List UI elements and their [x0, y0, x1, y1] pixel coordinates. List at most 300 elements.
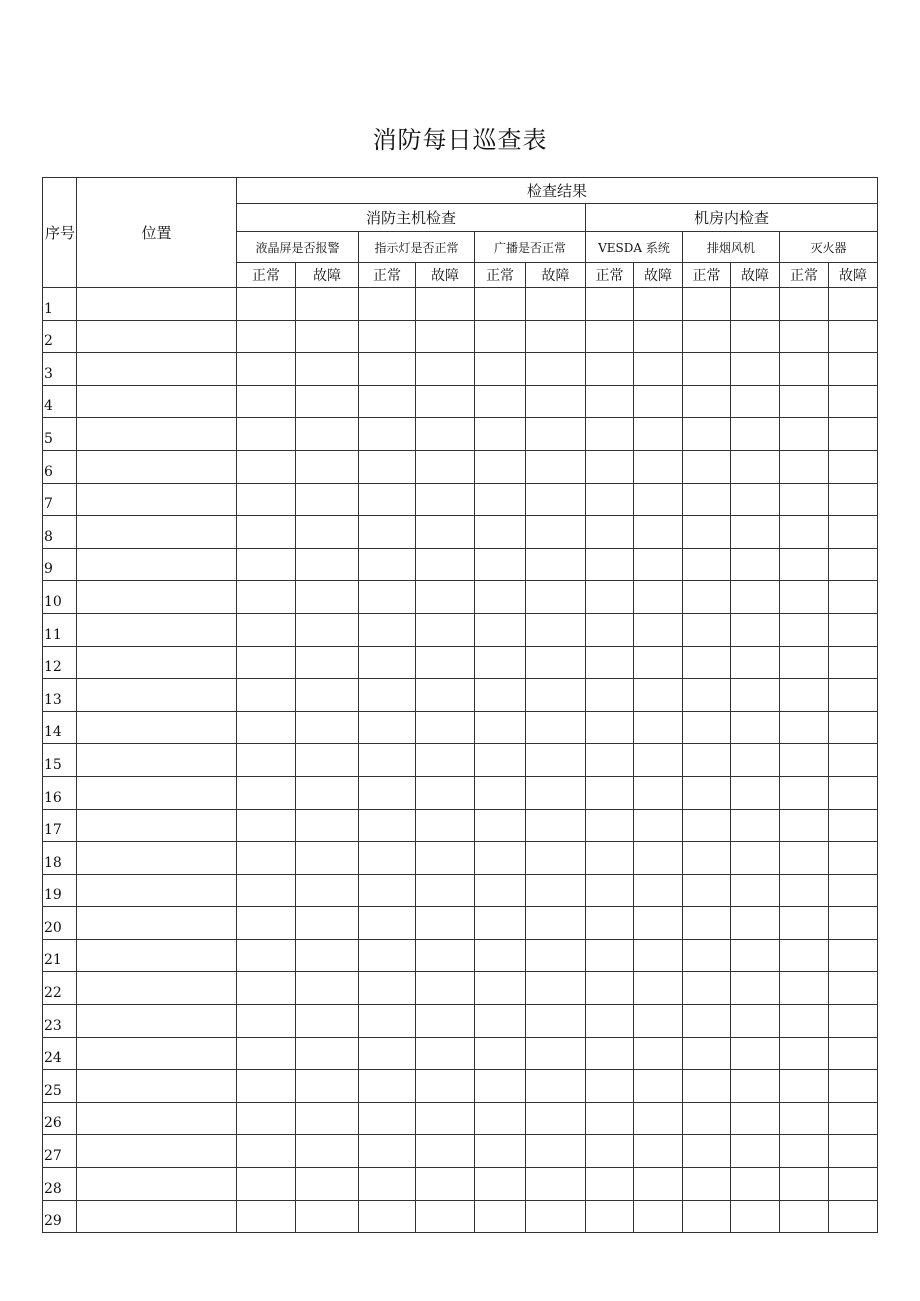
- fault-cell[interactable]: [526, 1037, 586, 1070]
- normal-cell[interactable]: [780, 1168, 829, 1201]
- fault-cell[interactable]: [731, 1135, 780, 1168]
- fault-cell[interactable]: [634, 939, 683, 972]
- normal-cell[interactable]: [780, 907, 829, 940]
- normal-cell[interactable]: [683, 711, 731, 744]
- fault-cell[interactable]: [634, 516, 683, 549]
- fault-cell[interactable]: [526, 776, 586, 809]
- fault-cell[interactable]: [634, 581, 683, 614]
- fault-cell[interactable]: [829, 1168, 878, 1201]
- position-cell[interactable]: [77, 744, 237, 777]
- fault-cell[interactable]: [731, 288, 780, 321]
- normal-cell[interactable]: [237, 776, 296, 809]
- fault-cell[interactable]: [634, 1102, 683, 1135]
- normal-cell[interactable]: [683, 972, 731, 1005]
- normal-cell[interactable]: [586, 646, 634, 679]
- normal-cell[interactable]: [237, 353, 296, 386]
- fault-cell[interactable]: [829, 776, 878, 809]
- normal-cell[interactable]: [683, 1102, 731, 1135]
- normal-cell[interactable]: [475, 1200, 526, 1233]
- normal-cell[interactable]: [780, 548, 829, 581]
- position-cell[interactable]: [77, 581, 237, 614]
- normal-cell[interactable]: [359, 679, 416, 712]
- normal-cell[interactable]: [237, 548, 296, 581]
- normal-cell[interactable]: [475, 711, 526, 744]
- fault-cell[interactable]: [296, 450, 359, 483]
- fault-cell[interactable]: [829, 288, 878, 321]
- fault-cell[interactable]: [296, 744, 359, 777]
- fault-cell[interactable]: [731, 1102, 780, 1135]
- normal-cell[interactable]: [780, 711, 829, 744]
- normal-cell[interactable]: [780, 679, 829, 712]
- fault-cell[interactable]: [296, 842, 359, 875]
- fault-cell[interactable]: [526, 450, 586, 483]
- normal-cell[interactable]: [586, 842, 634, 875]
- normal-cell[interactable]: [780, 385, 829, 418]
- normal-cell[interactable]: [359, 1102, 416, 1135]
- fault-cell[interactable]: [296, 874, 359, 907]
- fault-cell[interactable]: [416, 1005, 475, 1038]
- fault-cell[interactable]: [829, 679, 878, 712]
- position-cell[interactable]: [77, 483, 237, 516]
- normal-cell[interactable]: [237, 972, 296, 1005]
- fault-cell[interactable]: [296, 353, 359, 386]
- fault-cell[interactable]: [731, 548, 780, 581]
- fault-cell[interactable]: [829, 1037, 878, 1070]
- position-cell[interactable]: [77, 288, 237, 321]
- normal-cell[interactable]: [359, 581, 416, 614]
- normal-cell[interactable]: [359, 418, 416, 451]
- normal-cell[interactable]: [780, 1135, 829, 1168]
- normal-cell[interactable]: [683, 646, 731, 679]
- fault-cell[interactable]: [296, 418, 359, 451]
- fault-cell[interactable]: [829, 874, 878, 907]
- fault-cell[interactable]: [416, 1070, 475, 1103]
- normal-cell[interactable]: [780, 516, 829, 549]
- normal-cell[interactable]: [475, 1102, 526, 1135]
- normal-cell[interactable]: [586, 874, 634, 907]
- normal-cell[interactable]: [237, 418, 296, 451]
- normal-cell[interactable]: [237, 320, 296, 353]
- normal-cell[interactable]: [683, 548, 731, 581]
- fault-cell[interactable]: [731, 711, 780, 744]
- fault-cell[interactable]: [296, 320, 359, 353]
- normal-cell[interactable]: [237, 744, 296, 777]
- normal-cell[interactable]: [780, 842, 829, 875]
- position-cell[interactable]: [77, 1005, 237, 1038]
- normal-cell[interactable]: [586, 320, 634, 353]
- fault-cell[interactable]: [416, 809, 475, 842]
- normal-cell[interactable]: [359, 842, 416, 875]
- fault-cell[interactable]: [296, 385, 359, 418]
- normal-cell[interactable]: [683, 483, 731, 516]
- normal-cell[interactable]: [683, 320, 731, 353]
- normal-cell[interactable]: [683, 907, 731, 940]
- normal-cell[interactable]: [683, 516, 731, 549]
- fault-cell[interactable]: [416, 1102, 475, 1135]
- fault-cell[interactable]: [634, 450, 683, 483]
- fault-cell[interactable]: [416, 972, 475, 1005]
- normal-cell[interactable]: [475, 842, 526, 875]
- fault-cell[interactable]: [526, 679, 586, 712]
- fault-cell[interactable]: [296, 1135, 359, 1168]
- fault-cell[interactable]: [731, 1005, 780, 1038]
- fault-cell[interactable]: [296, 288, 359, 321]
- normal-cell[interactable]: [586, 483, 634, 516]
- fault-cell[interactable]: [526, 907, 586, 940]
- normal-cell[interactable]: [237, 450, 296, 483]
- fault-cell[interactable]: [829, 516, 878, 549]
- fault-cell[interactable]: [829, 353, 878, 386]
- fault-cell[interactable]: [731, 874, 780, 907]
- fault-cell[interactable]: [416, 450, 475, 483]
- normal-cell[interactable]: [359, 907, 416, 940]
- fault-cell[interactable]: [634, 1168, 683, 1201]
- position-cell[interactable]: [77, 385, 237, 418]
- normal-cell[interactable]: [475, 548, 526, 581]
- normal-cell[interactable]: [683, 418, 731, 451]
- normal-cell[interactable]: [586, 711, 634, 744]
- fault-cell[interactable]: [416, 548, 475, 581]
- fault-cell[interactable]: [731, 646, 780, 679]
- fault-cell[interactable]: [829, 939, 878, 972]
- fault-cell[interactable]: [526, 1102, 586, 1135]
- fault-cell[interactable]: [526, 1168, 586, 1201]
- fault-cell[interactable]: [829, 744, 878, 777]
- normal-cell[interactable]: [683, 939, 731, 972]
- fault-cell[interactable]: [416, 744, 475, 777]
- normal-cell[interactable]: [237, 581, 296, 614]
- position-cell[interactable]: [77, 907, 237, 940]
- fault-cell[interactable]: [296, 1168, 359, 1201]
- position-cell[interactable]: [77, 1102, 237, 1135]
- normal-cell[interactable]: [359, 1135, 416, 1168]
- normal-cell[interactable]: [359, 320, 416, 353]
- normal-cell[interactable]: [359, 450, 416, 483]
- normal-cell[interactable]: [586, 679, 634, 712]
- normal-cell[interactable]: [780, 972, 829, 1005]
- normal-cell[interactable]: [586, 548, 634, 581]
- fault-cell[interactable]: [526, 646, 586, 679]
- normal-cell[interactable]: [780, 1005, 829, 1038]
- normal-cell[interactable]: [780, 1037, 829, 1070]
- normal-cell[interactable]: [359, 613, 416, 646]
- normal-cell[interactable]: [683, 809, 731, 842]
- fault-cell[interactable]: [526, 516, 586, 549]
- normal-cell[interactable]: [237, 516, 296, 549]
- fault-cell[interactable]: [731, 418, 780, 451]
- fault-cell[interactable]: [296, 907, 359, 940]
- normal-cell[interactable]: [475, 320, 526, 353]
- fault-cell[interactable]: [829, 1070, 878, 1103]
- normal-cell[interactable]: [475, 744, 526, 777]
- fault-cell[interactable]: [829, 1135, 878, 1168]
- fault-cell[interactable]: [731, 1200, 780, 1233]
- fault-cell[interactable]: [526, 1200, 586, 1233]
- normal-cell[interactable]: [475, 646, 526, 679]
- normal-cell[interactable]: [780, 353, 829, 386]
- fault-cell[interactable]: [731, 1037, 780, 1070]
- normal-cell[interactable]: [586, 1102, 634, 1135]
- position-cell[interactable]: [77, 1135, 237, 1168]
- normal-cell[interactable]: [780, 939, 829, 972]
- normal-cell[interactable]: [586, 1037, 634, 1070]
- fault-cell[interactable]: [829, 385, 878, 418]
- fault-cell[interactable]: [526, 483, 586, 516]
- fault-cell[interactable]: [296, 516, 359, 549]
- normal-cell[interactable]: [359, 939, 416, 972]
- fault-cell[interactable]: [731, 353, 780, 386]
- normal-cell[interactable]: [683, 288, 731, 321]
- fault-cell[interactable]: [416, 353, 475, 386]
- position-cell[interactable]: [77, 516, 237, 549]
- normal-cell[interactable]: [237, 1005, 296, 1038]
- fault-cell[interactable]: [526, 320, 586, 353]
- fault-cell[interactable]: [416, 1200, 475, 1233]
- normal-cell[interactable]: [586, 1005, 634, 1038]
- fault-cell[interactable]: [731, 1070, 780, 1103]
- normal-cell[interactable]: [237, 385, 296, 418]
- fault-cell[interactable]: [416, 320, 475, 353]
- fault-cell[interactable]: [731, 907, 780, 940]
- fault-cell[interactable]: [634, 613, 683, 646]
- fault-cell[interactable]: [634, 809, 683, 842]
- position-cell[interactable]: [77, 776, 237, 809]
- normal-cell[interactable]: [475, 939, 526, 972]
- fault-cell[interactable]: [829, 320, 878, 353]
- normal-cell[interactable]: [586, 613, 634, 646]
- normal-cell[interactable]: [237, 809, 296, 842]
- normal-cell[interactable]: [359, 483, 416, 516]
- normal-cell[interactable]: [237, 842, 296, 875]
- normal-cell[interactable]: [475, 516, 526, 549]
- normal-cell[interactable]: [237, 1135, 296, 1168]
- fault-cell[interactable]: [416, 776, 475, 809]
- fault-cell[interactable]: [416, 711, 475, 744]
- fault-cell[interactable]: [296, 809, 359, 842]
- normal-cell[interactable]: [683, 744, 731, 777]
- fault-cell[interactable]: [634, 353, 683, 386]
- normal-cell[interactable]: [586, 581, 634, 614]
- normal-cell[interactable]: [683, 874, 731, 907]
- normal-cell[interactable]: [586, 385, 634, 418]
- fault-cell[interactable]: [731, 613, 780, 646]
- fault-cell[interactable]: [416, 385, 475, 418]
- position-cell[interactable]: [77, 679, 237, 712]
- fault-cell[interactable]: [296, 548, 359, 581]
- normal-cell[interactable]: [475, 1005, 526, 1038]
- fault-cell[interactable]: [731, 809, 780, 842]
- fault-cell[interactable]: [416, 516, 475, 549]
- fault-cell[interactable]: [526, 874, 586, 907]
- normal-cell[interactable]: [359, 646, 416, 679]
- normal-cell[interactable]: [475, 581, 526, 614]
- fault-cell[interactable]: [526, 353, 586, 386]
- fault-cell[interactable]: [634, 842, 683, 875]
- normal-cell[interactable]: [475, 809, 526, 842]
- normal-cell[interactable]: [586, 418, 634, 451]
- fault-cell[interactable]: [731, 939, 780, 972]
- normal-cell[interactable]: [237, 1102, 296, 1135]
- position-cell[interactable]: [77, 1168, 237, 1201]
- fault-cell[interactable]: [829, 711, 878, 744]
- normal-cell[interactable]: [683, 1200, 731, 1233]
- normal-cell[interactable]: [359, 548, 416, 581]
- normal-cell[interactable]: [359, 516, 416, 549]
- normal-cell[interactable]: [237, 646, 296, 679]
- position-cell[interactable]: [77, 809, 237, 842]
- fault-cell[interactable]: [829, 646, 878, 679]
- fault-cell[interactable]: [829, 1102, 878, 1135]
- fault-cell[interactable]: [416, 418, 475, 451]
- normal-cell[interactable]: [237, 1070, 296, 1103]
- fault-cell[interactable]: [634, 418, 683, 451]
- normal-cell[interactable]: [475, 874, 526, 907]
- fault-cell[interactable]: [296, 1070, 359, 1103]
- fault-cell[interactable]: [526, 613, 586, 646]
- normal-cell[interactable]: [237, 1168, 296, 1201]
- fault-cell[interactable]: [731, 320, 780, 353]
- normal-cell[interactable]: [780, 1200, 829, 1233]
- position-cell[interactable]: [77, 1070, 237, 1103]
- fault-cell[interactable]: [416, 581, 475, 614]
- fault-cell[interactable]: [416, 679, 475, 712]
- normal-cell[interactable]: [586, 450, 634, 483]
- fault-cell[interactable]: [731, 450, 780, 483]
- normal-cell[interactable]: [237, 613, 296, 646]
- fault-cell[interactable]: [416, 1037, 475, 1070]
- fault-cell[interactable]: [296, 1005, 359, 1038]
- fault-cell[interactable]: [296, 776, 359, 809]
- fault-cell[interactable]: [829, 809, 878, 842]
- normal-cell[interactable]: [780, 1070, 829, 1103]
- normal-cell[interactable]: [683, 450, 731, 483]
- fault-cell[interactable]: [416, 907, 475, 940]
- normal-cell[interactable]: [586, 939, 634, 972]
- normal-cell[interactable]: [780, 320, 829, 353]
- fault-cell[interactable]: [829, 613, 878, 646]
- fault-cell[interactable]: [634, 1037, 683, 1070]
- normal-cell[interactable]: [586, 1070, 634, 1103]
- fault-cell[interactable]: [526, 1070, 586, 1103]
- position-cell[interactable]: [77, 548, 237, 581]
- normal-cell[interactable]: [586, 744, 634, 777]
- normal-cell[interactable]: [586, 809, 634, 842]
- normal-cell[interactable]: [475, 1135, 526, 1168]
- normal-cell[interactable]: [475, 288, 526, 321]
- fault-cell[interactable]: [416, 483, 475, 516]
- position-cell[interactable]: [77, 842, 237, 875]
- fault-cell[interactable]: [634, 1200, 683, 1233]
- fault-cell[interactable]: [634, 972, 683, 1005]
- fault-cell[interactable]: [829, 907, 878, 940]
- position-cell[interactable]: [77, 939, 237, 972]
- normal-cell[interactable]: [237, 288, 296, 321]
- fault-cell[interactable]: [731, 385, 780, 418]
- fault-cell[interactable]: [526, 711, 586, 744]
- fault-cell[interactable]: [634, 776, 683, 809]
- normal-cell[interactable]: [683, 613, 731, 646]
- fault-cell[interactable]: [296, 483, 359, 516]
- normal-cell[interactable]: [683, 385, 731, 418]
- normal-cell[interactable]: [237, 874, 296, 907]
- normal-cell[interactable]: [359, 972, 416, 1005]
- fault-cell[interactable]: [731, 679, 780, 712]
- position-cell[interactable]: [77, 418, 237, 451]
- normal-cell[interactable]: [475, 385, 526, 418]
- normal-cell[interactable]: [586, 1200, 634, 1233]
- normal-cell[interactable]: [359, 1037, 416, 1070]
- normal-cell[interactable]: [237, 1037, 296, 1070]
- normal-cell[interactable]: [586, 1168, 634, 1201]
- fault-cell[interactable]: [526, 842, 586, 875]
- normal-cell[interactable]: [683, 353, 731, 386]
- normal-cell[interactable]: [237, 1200, 296, 1233]
- normal-cell[interactable]: [237, 907, 296, 940]
- fault-cell[interactable]: [634, 320, 683, 353]
- position-cell[interactable]: [77, 972, 237, 1005]
- fault-cell[interactable]: [634, 744, 683, 777]
- normal-cell[interactable]: [683, 776, 731, 809]
- fault-cell[interactable]: [829, 418, 878, 451]
- position-cell[interactable]: [77, 1200, 237, 1233]
- normal-cell[interactable]: [359, 809, 416, 842]
- normal-cell[interactable]: [475, 483, 526, 516]
- normal-cell[interactable]: [359, 1070, 416, 1103]
- fault-cell[interactable]: [296, 581, 359, 614]
- normal-cell[interactable]: [780, 874, 829, 907]
- fault-cell[interactable]: [829, 483, 878, 516]
- fault-cell[interactable]: [634, 1005, 683, 1038]
- normal-cell[interactable]: [359, 353, 416, 386]
- normal-cell[interactable]: [780, 776, 829, 809]
- normal-cell[interactable]: [475, 679, 526, 712]
- fault-cell[interactable]: [634, 548, 683, 581]
- position-cell[interactable]: [77, 450, 237, 483]
- fault-cell[interactable]: [416, 874, 475, 907]
- fault-cell[interactable]: [634, 1070, 683, 1103]
- position-cell[interactable]: [77, 874, 237, 907]
- normal-cell[interactable]: [359, 776, 416, 809]
- normal-cell[interactable]: [683, 1070, 731, 1103]
- fault-cell[interactable]: [731, 744, 780, 777]
- normal-cell[interactable]: [780, 809, 829, 842]
- fault-cell[interactable]: [634, 646, 683, 679]
- normal-cell[interactable]: [780, 581, 829, 614]
- fault-cell[interactable]: [296, 613, 359, 646]
- normal-cell[interactable]: [475, 613, 526, 646]
- normal-cell[interactable]: [586, 288, 634, 321]
- normal-cell[interactable]: [475, 450, 526, 483]
- normal-cell[interactable]: [359, 1005, 416, 1038]
- normal-cell[interactable]: [780, 418, 829, 451]
- fault-cell[interactable]: [296, 646, 359, 679]
- fault-cell[interactable]: [416, 842, 475, 875]
- fault-cell[interactable]: [731, 1168, 780, 1201]
- normal-cell[interactable]: [586, 907, 634, 940]
- fault-cell[interactable]: [526, 744, 586, 777]
- fault-cell[interactable]: [526, 548, 586, 581]
- normal-cell[interactable]: [683, 842, 731, 875]
- fault-cell[interactable]: [416, 1135, 475, 1168]
- normal-cell[interactable]: [359, 385, 416, 418]
- fault-cell[interactable]: [634, 874, 683, 907]
- fault-cell[interactable]: [731, 581, 780, 614]
- fault-cell[interactable]: [634, 1135, 683, 1168]
- normal-cell[interactable]: [359, 1168, 416, 1201]
- fault-cell[interactable]: [296, 1200, 359, 1233]
- fault-cell[interactable]: [416, 646, 475, 679]
- normal-cell[interactable]: [780, 613, 829, 646]
